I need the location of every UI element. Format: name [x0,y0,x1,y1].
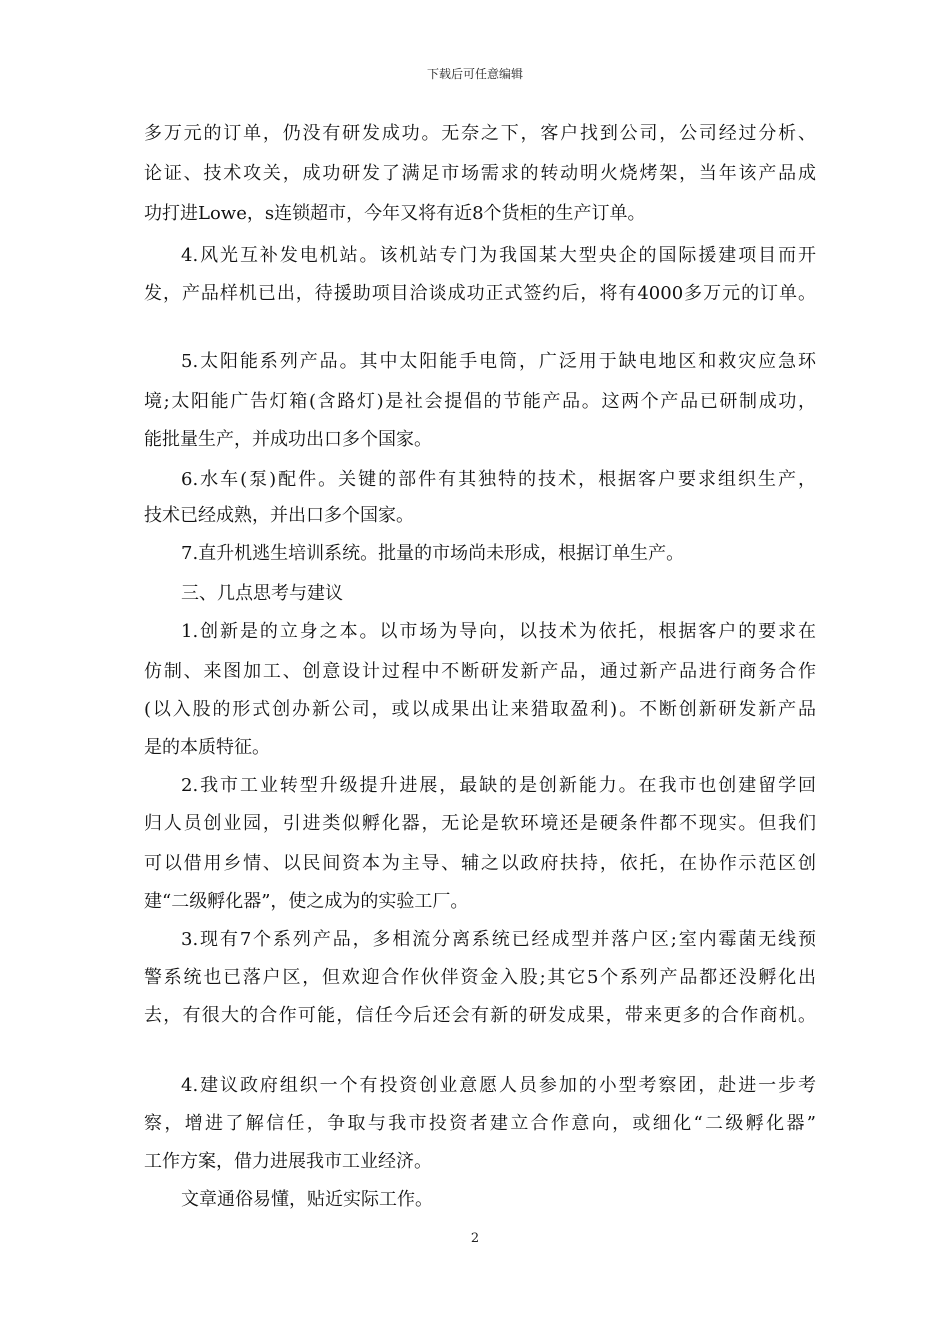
text-line: 仿制、来图加工、创意设计过程中不断研发新产品，通过新产品进行商务合作 [144,661,816,682]
text-line: 3.现有7个系列产品，多相流分离系统已经成型并落户区;室内霉菌无线预 [181,929,816,950]
text-line: 5.太阳能系列产品。其中太阳能手电筒，广泛用于缺电地区和救灾应急环 [181,351,816,372]
text-line: 是的本质特征。 [144,737,270,758]
text-line: 境;太阳能广告灯箱(含路灯)是社会提倡的节能产品。这两个产品已研制成功， [144,391,816,412]
text-line: 多万元的订单，仍没有研发成功。无奈之下，客户找到公司，公司经过分析、 [144,123,816,144]
text-line: 4.建议政府组织一个有投资创业意愿人员参加的小型考察团，赴进一步考 [181,1075,816,1096]
text-line: 警系统也已落户区，但欢迎合作伙伴资金入股;其它5个系列产品都还没孵化出 [144,967,816,988]
text-line: 去，有很大的合作可能，信任今后还会有新的研发成果，带来更多的合作商机。 [144,1005,816,1026]
text-line: 能批量生产，并成功出口多个国家。 [144,429,432,450]
text-line: 1.创新是的立身之本。以市场为导向，以技术为依托，根据客户的要求在 [181,621,816,642]
text-line: 发，产品样机已出，待援助项目洽谈成功正式签约后，将有4000多万元的订单。 [144,283,816,304]
page-number: 2 [470,1231,480,1246]
text-line: 2.我市工业转型升级提升进展，最缺的是创新能力。在我市也创建留学回 [181,775,816,796]
text-line: 可以借用乡情、以民间资本为主导、辅之以政府扶持，依托，在协作示范区创 [144,853,816,874]
text-line: (以入股的形式创办新公司，或以成果出让来猎取盈利)。不断创新研发新产品 [144,699,816,720]
text-line: 技术已经成熟，并出口多个国家。 [144,505,414,526]
text-line: 论证、技术攻关，成功研发了满足市场需求的转动明火烧烤架，当年该产品成 [144,163,816,184]
page-header: 下载后可任意编辑 [426,67,523,81]
text-line: 功打进Lowe，s连锁超市，今年又将有近8个货柜的生产订单。 [144,203,646,224]
text-line: 工作方案，借力进展我市工业经济。 [144,1151,432,1172]
text-line: 察，增进了解信任，争取与我市投资者建立合作意向，或细化“二级孵化器” [144,1113,816,1134]
text-line: 4.风光互补发电机站。该机站专门为我国某大型央企的国际援建项目而开 [181,245,816,266]
text-line: 7.直升机逃生培训系统。批量的市场尚未形成，根据订单生产。 [181,543,685,564]
text-line: 建“二级孵化器”，使之成为的实验工厂。 [144,891,469,912]
text-line: 文章通俗易懂，贴近实际工作。 [181,1189,433,1210]
text-line: 归人员创业园，引进类似孵化器，无论是软环境还是硬条件都不现实。但我们 [144,813,816,834]
text-line: 6.水车(泵)配件。关键的部件有其独特的技术，根据客户要求组织生产， [181,469,816,490]
section-heading: 三、几点思考与建议 [181,583,343,604]
